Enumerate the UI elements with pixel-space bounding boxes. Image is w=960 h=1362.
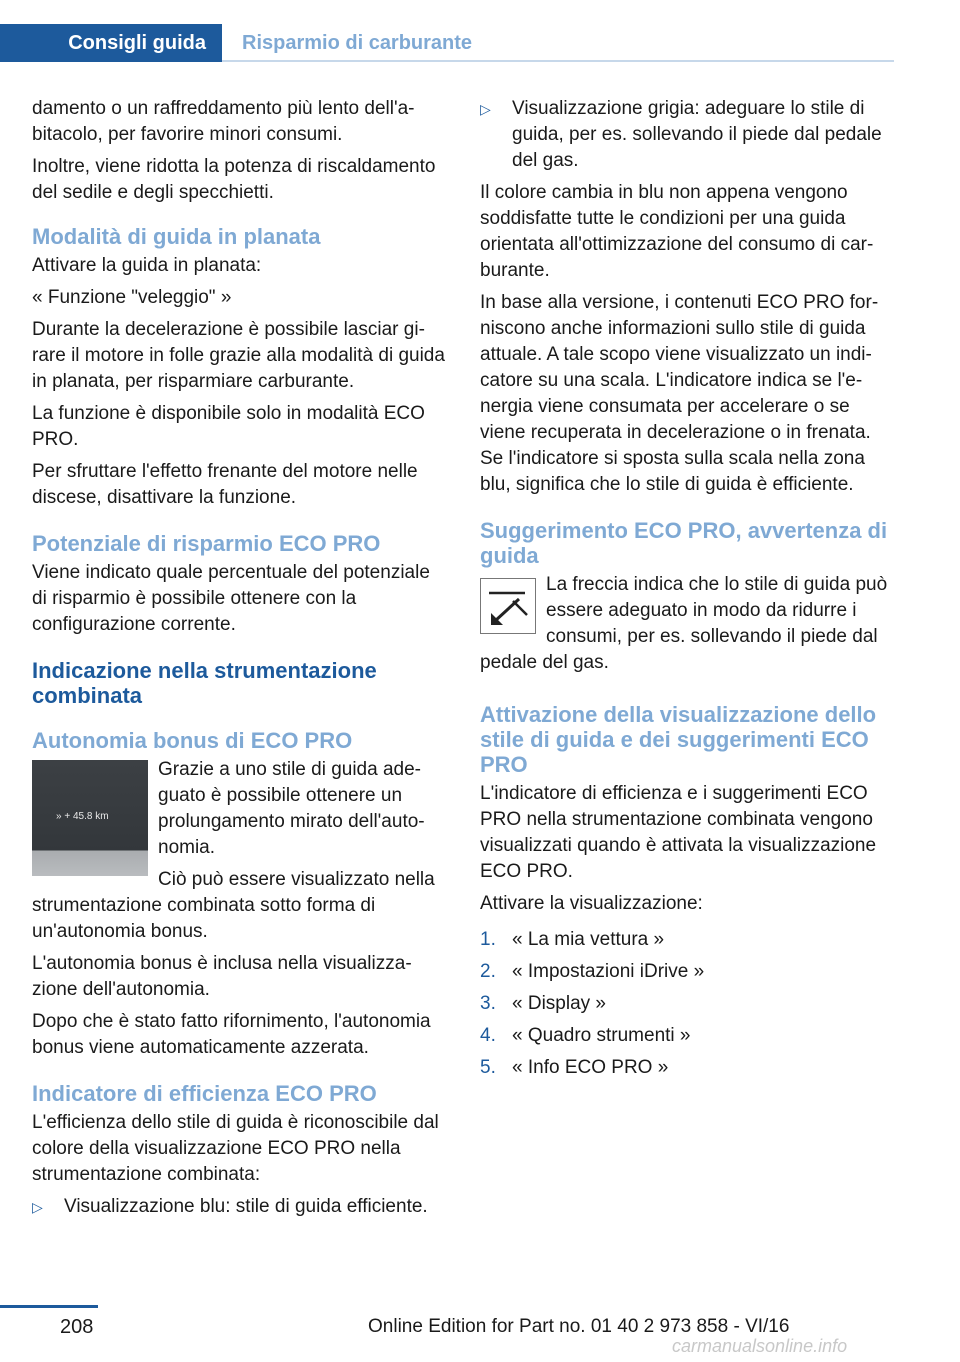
step-number: 3. <box>480 993 496 1014</box>
heading-activate-display: Attivazione della visualizzazione dello stile di guida e dei suggerimenti ECO PRO <box>480 702 877 777</box>
list-item <box>32 1194 446 1220</box>
subsection-tab: Risparmio di carburante <box>242 31 473 54</box>
paragraph: L'efficienza dello stile di guida è riconoscibile dal colore della visualizzazione ECO PRO nella strumentazione combinata: <box>32 1112 439 1185</box>
double-chevron-icon: » <box>56 811 62 822</box>
paragraph: Viene indicato quale percentuale del potenziale di risparmio è possibile ottenere con la configurazione corrente. <box>32 562 430 635</box>
list-item <box>480 927 896 953</box>
step-number: 1. <box>480 929 496 950</box>
heading-saving-potential: Potenziale di risparmio ECO PRO <box>32 531 381 556</box>
right-column <box>480 96 896 1087</box>
list-item-text: Visualizzazione blu: stile di guida efficiente. <box>64 1196 428 1217</box>
watermark: carmanualsonline.info <box>672 1336 848 1356</box>
left-column <box>32 96 446 1226</box>
instrument-cluster-image <box>32 760 148 876</box>
eco-tip-arrow-icon <box>480 578 536 634</box>
paragraph: In base alla versione, i contenuti ECO PRO forniscono anche informazioni sullo stile di guida attuale. A tale scopo viene visualizzato un indicatore su una scala. L'indicatore indica se l'energia viene consumata per accelerare o se viene recuperata in decelerazione o in frenata. Se l'indicatore si sposta sulla scala nella zona blu, significa che lo stile di guida è efficiente. <box>480 292 879 495</box>
paragraph: L'autonomia bonus è inclusa nella visualizzazione dell'autonomia. <box>32 953 412 1000</box>
heading-glide-mode: Modalità di guida in planata <box>32 224 321 249</box>
footer-divider <box>0 1305 98 1308</box>
header-divider <box>222 60 894 62</box>
edition-note: Online Edition for Part no. 01 40 2 973 858 - VI/16 <box>368 1316 790 1337</box>
paragraph: Per sfruttare l'effetto frenante del motore nelle discese, disattivare la funzione. <box>32 461 418 508</box>
paragraph: damento o un raffreddamento più lento dell'abitacolo, per favorire minori consumi. <box>32 98 415 145</box>
steps-list <box>480 927 896 1081</box>
list-item <box>480 959 896 985</box>
list-item <box>480 1055 896 1081</box>
heading-bonus-range: Autonomia bonus di ECO PRO <box>32 728 353 753</box>
menu-path: « Funzione "veleggio" » <box>32 287 232 308</box>
paragraph: L'indicatore di efficienza e i suggerimenti ECO PRO nella strumentazione combinata vengono visualizzati quando è attivata la visualizzazione ECO PRO. <box>480 783 877 882</box>
step-number: 5. <box>480 1057 496 1078</box>
heading-eco-tip: Suggerimento ECO PRO, avvertenza di guida <box>480 518 888 568</box>
heading-efficiency-indicator: Indicatore di efficienza ECO PRO <box>32 1081 377 1106</box>
section-tab: Consigli guida <box>0 24 222 62</box>
triangle-bullet-icon: ▷ <box>32 1199 43 1215</box>
page-number: 208 <box>60 1316 94 1338</box>
step-text: « Info ECO PRO » <box>512 1057 669 1078</box>
step-text: « Impostazioni iDrive » <box>512 961 705 982</box>
paragraph: La funzione è disponibile solo in modalità ECO PRO. <box>32 403 425 450</box>
paragraph: Ciò può essere visualizzato nella strumentazione combinata sotto forma di un'autonomia bonus. <box>32 869 435 942</box>
paragraph: Attivare la guida in planata: <box>32 255 262 276</box>
paragraph: Grazie a uno stile di guida adeguato è possibile ottenere un prolungamento mirato dell'autonomia. <box>158 759 425 858</box>
step-text: « La mia vettura » <box>512 929 665 950</box>
page-header <box>0 0 960 62</box>
list-item <box>480 991 896 1017</box>
list-item-text: Visualizzazione grigia: adeguare lo stile di guida, per es. sollevando il piede dal pedale del gas. <box>512 98 882 171</box>
paragraph: Inoltre, viene ridotta la potenza di riscaldamento del sedile e degli specchietti. <box>32 156 436 203</box>
step-number: 2. <box>480 961 496 982</box>
heading-instrument-display: Indicazione nella strumentazione combinata <box>32 658 377 708</box>
list-item <box>480 96 896 174</box>
paragraph: Durante la decelerazione è possibile lasciar girare il motore in folle grazie alla modalità di guida in planata, per risparmiare carburante. <box>32 319 445 392</box>
step-text: « Display » <box>512 993 606 1014</box>
paragraph: Dopo che è stato fatto rifornimento, l'autonomia bonus viene automaticamente azzerata. <box>32 1011 431 1058</box>
step-text: « Quadro strumenti » <box>512 1025 691 1046</box>
paragraph: Il colore cambia in blu non appena vengono soddisfatte tutte le condizioni per una guida orientata all'ottimizzazione del consumo di carburante. <box>480 182 874 281</box>
list-item <box>480 1023 896 1049</box>
triangle-bullet-icon: ▷ <box>480 101 491 117</box>
paragraph: Attivare la visualizzazione: <box>480 893 703 914</box>
step-number: 4. <box>480 1025 496 1046</box>
bonus-range-readout: » + 45.8 km <box>56 811 109 822</box>
paragraph: La freccia indica che lo stile di guida può essere adeguato in modo da ridurre i consumi, per es. sollevando il piede dal pedale del gas. <box>480 574 888 673</box>
